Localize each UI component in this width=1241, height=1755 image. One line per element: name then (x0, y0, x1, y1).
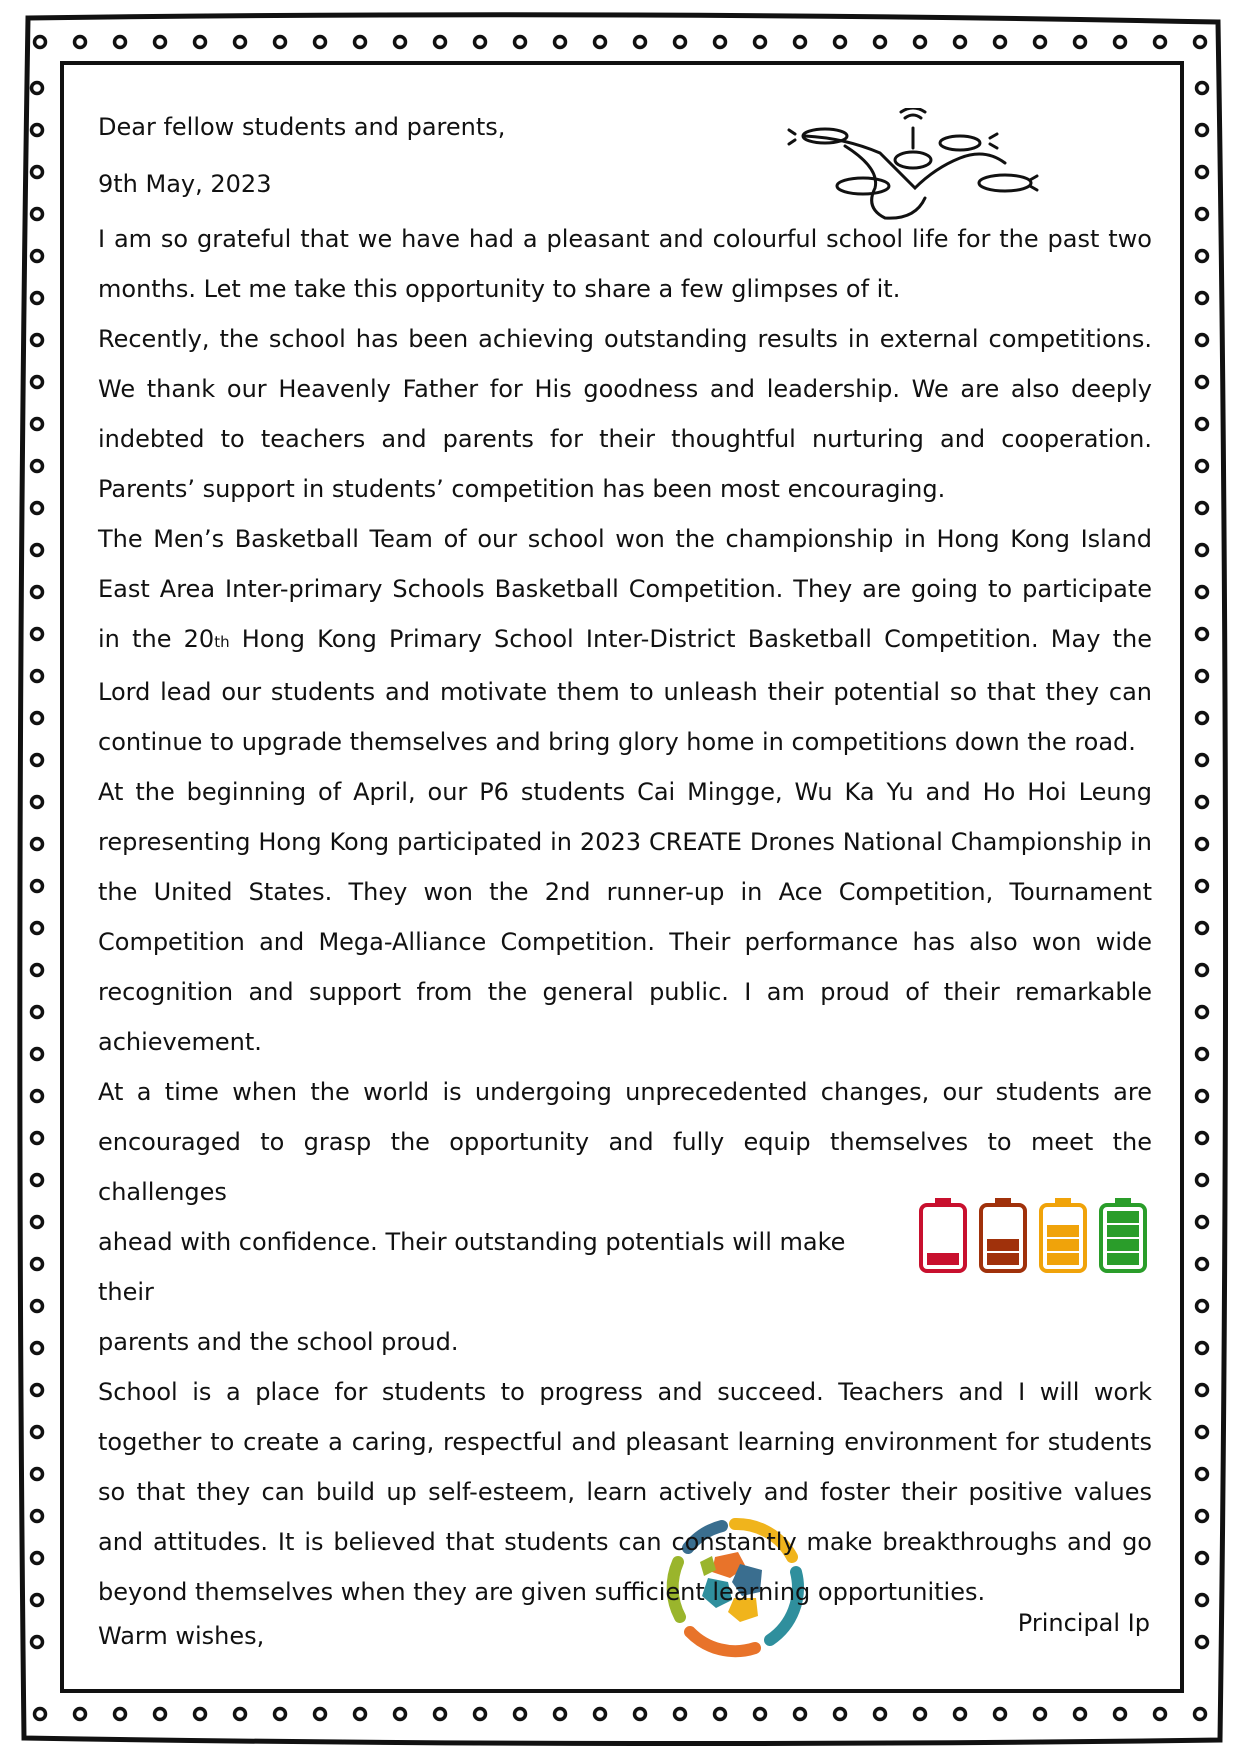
border-dot (1115, 37, 1126, 48)
border-dot (1197, 503, 1208, 514)
border-dot (32, 545, 43, 556)
border-dot (955, 1709, 966, 1720)
paragraph-intro: I am so grateful that we have had a pleasant and colourful school life for the past two months. Let me take this opportunity to share a few glimpses of it. (98, 225, 1152, 303)
paragraph-challenges-cont: ahead with confidence. Their outstanding potentials will make their (98, 1228, 846, 1306)
border-dot (32, 713, 43, 724)
letter-date: 9th May, 2023 (98, 170, 272, 198)
border-dot (1197, 1049, 1208, 1060)
border-dot (875, 1709, 886, 1720)
border-dot (32, 881, 43, 892)
basketball-text-part-2: Hong Kong Primary School Inter-District Basketball Competition. May the Lord lead our students and motivate them to unleash their potential so that they can continue to upgrade themselves and bring glory home in competitions down the road. (98, 625, 1153, 756)
border-dot (195, 37, 206, 48)
border-dot (75, 37, 86, 48)
border-dot (915, 37, 926, 48)
border-dot (835, 1709, 846, 1720)
border-dot (875, 37, 886, 48)
border-dot (32, 125, 43, 136)
border-dot (675, 37, 686, 48)
border-dot (1197, 713, 1208, 724)
paragraph-challenges: At a time when the world is undergoing unprecedented changes, our students are encouraged to grasp the opportunity and fully equip themselves to meet the challenges (98, 1078, 1152, 1206)
border-dot (1197, 1469, 1208, 1480)
border-dot (32, 1007, 43, 1018)
border-dot (1075, 1709, 1086, 1720)
border-dot (155, 37, 166, 48)
border-dot (1197, 251, 1208, 262)
border-dot (1197, 1301, 1208, 1312)
border-dot (32, 1343, 43, 1354)
ordinal-suffix: th (214, 633, 230, 651)
border-dot (1197, 1553, 1208, 1564)
border-dot (32, 1469, 43, 1480)
border-dot (32, 1553, 43, 1564)
border-dot (32, 251, 43, 262)
border-dot (32, 377, 43, 388)
border-dot (1197, 335, 1208, 346)
border-dot (1197, 125, 1208, 136)
paragraph-competitions: Recently, the school has been achieving outstanding results in external competitions. We thank our Heavenly Father for His goodness and leadership. We are also deeply indebted to teachers and parents for their thoughtful nurturing and cooperation. Parents’ support in students’ competition has been most encouraging. (98, 325, 1152, 503)
border-dot (1197, 671, 1208, 682)
closing: Warm wishes, (98, 1622, 265, 1650)
border-dot (32, 209, 43, 220)
border-dot (1197, 209, 1208, 220)
border-dot (1197, 1091, 1208, 1102)
border-dot (675, 1709, 686, 1720)
border-dot (1197, 83, 1208, 94)
border-dot (32, 1091, 43, 1102)
border-dot (1197, 1637, 1208, 1648)
border-dot (475, 1709, 486, 1720)
border-dot (1197, 1007, 1208, 1018)
paragraph-basketball (98, 514, 1152, 767)
basketball-text-part-1: The Men’s Basketball Team of our school won the championship in Hong Kong Island East Area Inter-primary Schools Basketball Competition. They are going to participate in the 20 (98, 525, 1152, 653)
border-dot (32, 755, 43, 766)
border-dot (35, 1709, 46, 1720)
border-dot (32, 503, 43, 514)
border-dot (1197, 1595, 1208, 1606)
border-dot (32, 1133, 43, 1144)
border-dot (955, 37, 966, 48)
border-dot (1197, 167, 1208, 178)
border-dot (32, 629, 43, 640)
border-dot (1197, 881, 1208, 892)
border-dot (1155, 37, 1166, 48)
border-dot (115, 37, 126, 48)
border-dot (835, 37, 846, 48)
border-dot (1197, 629, 1208, 640)
border-dot (595, 37, 606, 48)
letter-body (98, 100, 1152, 1661)
border-dot (755, 1709, 766, 1720)
border-dot (1197, 797, 1208, 808)
border-dot (555, 1709, 566, 1720)
border-dot (915, 1709, 926, 1720)
border-dot (32, 587, 43, 598)
border-dot (1197, 1427, 1208, 1438)
border-dot (395, 1709, 406, 1720)
border-dot (275, 1709, 286, 1720)
border-dot (1195, 1709, 1206, 1720)
border-dot (32, 1427, 43, 1438)
border-dot (32, 293, 43, 304)
border-dot (32, 1385, 43, 1396)
border-dot (1195, 37, 1206, 48)
border-dot (635, 37, 646, 48)
border-dot (275, 37, 286, 48)
paragraph-learning: School is a place for students to progress and succeed. Teachers and I will work together to create a caring, respectful and pleasant learning environment for students so that they can build up self-esteem, learn actively and foster their positive values and attitudes. It is believed that students can constantly make breakthroughs and go beyond themselves when they are given sufficient learning opportunities. (98, 1378, 1152, 1606)
border-dot (1035, 37, 1046, 48)
border-dot (395, 37, 406, 48)
border-dot (1197, 923, 1208, 934)
border-dot (32, 167, 43, 178)
border-dot (115, 1709, 126, 1720)
border-dot (32, 1217, 43, 1228)
border-dot (1197, 1175, 1208, 1186)
border-dot (32, 83, 43, 94)
border-dot (355, 1709, 366, 1720)
border-dot (32, 1301, 43, 1312)
border-dot (1197, 1385, 1208, 1396)
border-dot (795, 37, 806, 48)
border-dot (515, 37, 526, 48)
border-dot (32, 797, 43, 808)
border-dot (195, 1709, 206, 1720)
border-dot (355, 37, 366, 48)
border-dot (1075, 37, 1086, 48)
border-dot (635, 1709, 646, 1720)
border-dot (515, 1709, 526, 1720)
border-dot (1197, 293, 1208, 304)
border-dot (35, 37, 46, 48)
border-dot (555, 37, 566, 48)
border-dot (1197, 1343, 1208, 1354)
border-dot (32, 1511, 43, 1522)
paragraph-drones: At the beginning of April, our P6 students Cai Mingge, Wu Ka Yu and Ho Hoi Leung representing Hong Kong participated in 2023 CREATE Drones National Championship in the United States. They won the 2nd runner-up in Ace Competition, Tournament Competition and Mega-Alliance Competition. Their performance has also won wide recognition and support from the general public. I am proud of their remarkable achievement. (98, 778, 1152, 1056)
border-dot (1115, 1709, 1126, 1720)
border-dot (32, 671, 43, 682)
border-dot (1197, 545, 1208, 556)
border-dot (1197, 1133, 1208, 1144)
border-dot (1197, 377, 1208, 388)
border-dot (795, 1709, 806, 1720)
border-dot (1035, 1709, 1046, 1720)
border-dot (1197, 587, 1208, 598)
border-dot (32, 923, 43, 934)
border-dot (755, 37, 766, 48)
border-dot (595, 1709, 606, 1720)
border-dot (235, 1709, 246, 1720)
border-dot (32, 1175, 43, 1186)
border-dot (32, 461, 43, 472)
border-dot (32, 1259, 43, 1270)
border-dot (75, 1709, 86, 1720)
border-dot (315, 1709, 326, 1720)
border-dot (435, 1709, 446, 1720)
border-dot (1197, 1259, 1208, 1270)
border-dot (715, 37, 726, 48)
border-dot (1197, 419, 1208, 430)
border-dot (475, 37, 486, 48)
border-dot (155, 1709, 166, 1720)
border-dot (235, 37, 246, 48)
border-dot (315, 37, 326, 48)
border-dot (435, 37, 446, 48)
border-dot (1155, 1709, 1166, 1720)
border-dot (1197, 461, 1208, 472)
border-dot (995, 37, 1006, 48)
border-dot (32, 419, 43, 430)
border-dot (1197, 839, 1208, 850)
border-dot (32, 839, 43, 850)
border-dot (1197, 965, 1208, 976)
paragraph-challenges-end: parents and the school proud. (98, 1328, 459, 1356)
border-dot (32, 965, 43, 976)
border-dot (1197, 1217, 1208, 1228)
signature: Principal Ip (1017, 1609, 1150, 1637)
border-dot (1197, 755, 1208, 766)
border-dot (715, 1709, 726, 1720)
border-dot (1197, 1511, 1208, 1522)
border-dot (32, 335, 43, 346)
border-dot (32, 1637, 43, 1648)
greeting: Dear fellow students and parents, (98, 113, 506, 141)
border-dot (32, 1595, 43, 1606)
border-dot (32, 1049, 43, 1060)
border-dot (995, 1709, 1006, 1720)
